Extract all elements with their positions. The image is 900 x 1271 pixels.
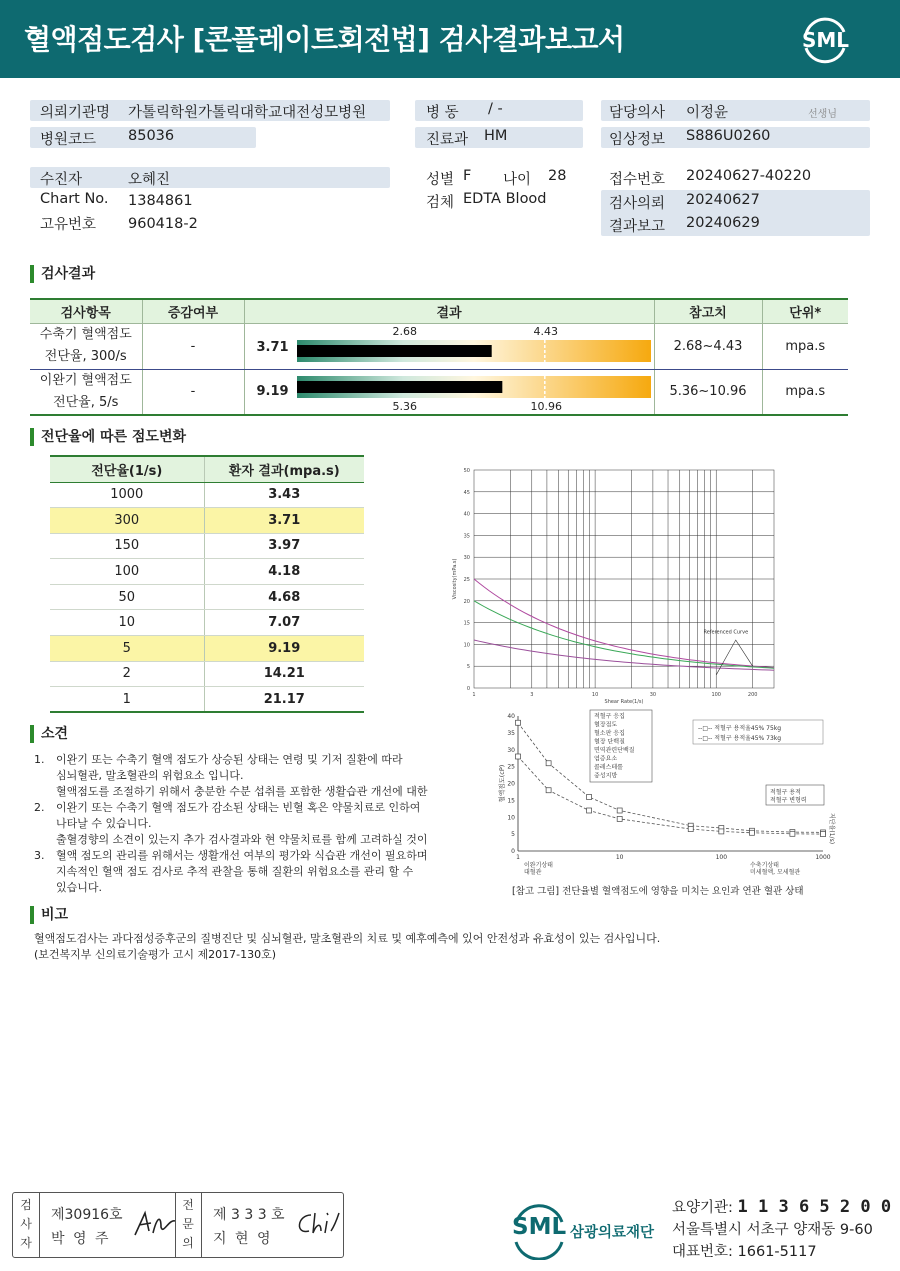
- shear-row: [50, 661, 364, 687]
- item-line2: 전단율, 300/s: [44, 349, 127, 364]
- note-text: 심뇌혈관, 말초혈관의 위험요소 입니다.: [56, 769, 244, 782]
- doctor-label: 담당의사: [609, 105, 666, 121]
- gauge-fill: [297, 381, 502, 393]
- chart2-factor: 혈소판 응집: [594, 730, 625, 737]
- chart1-xtick: 3: [530, 692, 534, 698]
- chart1-ytick: 30: [463, 555, 470, 562]
- results-header-unit: 단위*: [762, 299, 848, 323]
- note-number: 2.: [34, 801, 45, 814]
- shear-section-title: 전단율에 따른 점도변화: [30, 428, 186, 446]
- report-value: 20240629: [686, 215, 760, 231]
- shear-value: 3.43: [204, 482, 364, 508]
- chart2-point: [688, 827, 693, 832]
- chart2-point: [546, 788, 551, 793]
- remarks-section-title: 비고: [30, 906, 68, 924]
- chart2-xtick: 1000: [815, 854, 831, 861]
- report-label: 결과보고: [609, 219, 666, 235]
- chart1-xtick: 100: [711, 692, 721, 698]
- results-header-item: 검사항목: [30, 299, 142, 323]
- result-gauge-cell: [244, 369, 654, 415]
- results-row-diastolic: [30, 369, 848, 415]
- note-text: 혈액 점도의 관리를 위해서는 생활개선 여부의 평가와 식습관 개선이 필요하며: [56, 849, 428, 862]
- note-text: 이완기 또는 수축기 혈액 점도가 상승된 상태는 연령 및 기저 질환에 따라: [56, 753, 403, 766]
- gauge-bar: [297, 340, 651, 362]
- specialist-label: [179, 1196, 197, 1253]
- result-gauge: [297, 376, 651, 398]
- chart2-ytick: 10: [507, 814, 515, 822]
- patient-value: 오혜진: [128, 172, 171, 188]
- chart1-xlabel: Shear Rate(1/s): [604, 699, 644, 705]
- chart2-right-label: 저단율(1/s): [828, 813, 835, 845]
- report-header: [0, 0, 900, 78]
- inspector-signature-icon: [131, 1207, 179, 1241]
- note-text: 나타날 수 있습니다.: [56, 817, 152, 830]
- note-text: 혈액점도를 조절하기 위해서 충분한 수분 섭취를 포함한 생활습관 개선에 대한: [56, 785, 428, 798]
- chart2-legend-item: --□-- 적혈구 용적율45% 75kg: [698, 725, 782, 732]
- note-line: [34, 800, 464, 816]
- gauge-ref-low: 5.36: [392, 399, 417, 413]
- company-name: 삼광의료재단: [570, 1225, 655, 1241]
- specialist-label-char: 의: [182, 1236, 194, 1250]
- ward-value: / -: [488, 101, 503, 117]
- chart1-xtick: 200: [747, 692, 758, 698]
- item-line1: 이완기 혈액점도: [39, 372, 132, 388]
- chart2-factor2: 적혈구 변형력: [770, 797, 807, 804]
- dept-label: 진료과: [426, 132, 469, 148]
- id-value: 960418-2: [128, 216, 198, 232]
- specialist-label-char: 문: [182, 1217, 194, 1231]
- item-line2: 전단율, 5/s: [53, 394, 119, 410]
- note-line: [34, 848, 464, 864]
- item-line1: 수축기 혈액점도: [39, 327, 132, 342]
- gauge-ref-low: 2.68: [392, 324, 417, 338]
- results-header-row: [30, 299, 848, 323]
- viscosity-reference-chart: [446, 462, 796, 712]
- chart2-point: [719, 829, 724, 834]
- shear-row: [50, 610, 364, 636]
- note-line: [34, 864, 464, 880]
- chart2-legend-item: --□-- 적혈구 용적율45% 73kg: [698, 735, 782, 742]
- receipt-value: 20240627-40220: [686, 168, 812, 184]
- shear-header-value: 환자 결과(mpa.s): [204, 456, 364, 482]
- shear-value: 4.18: [204, 559, 364, 585]
- ref-cell: 5.36~10.96: [654, 369, 762, 415]
- ref-cell: 2.68~4.43: [654, 323, 762, 369]
- note-text: 지속적인 혈액 점도 검사로 추적 관찰을 통해 질환의 위험요소를 관리 할 수: [56, 865, 414, 878]
- shear-table: [50, 455, 364, 713]
- chart2-ytick: 0: [511, 848, 515, 855]
- inspector-label-char: 검: [20, 1198, 32, 1212]
- chart2-factor: 적혈구 응집: [594, 713, 625, 720]
- chart1-ytick: 5: [466, 664, 470, 671]
- note-line: [34, 784, 464, 800]
- shear-rate: 1000: [50, 482, 204, 508]
- note-text: 이완기 또는 수축기 혈액 점도가 감소된 상태는 빈혈 혹은 약물치료로 인하여: [56, 801, 421, 814]
- shear-rate: 5: [50, 636, 204, 662]
- signature-box: [12, 1192, 344, 1258]
- chart1-ytick: 15: [463, 620, 470, 627]
- shear-rate: 2: [50, 661, 204, 687]
- result-gauge-cell: [244, 323, 654, 369]
- inspector-label: [17, 1196, 35, 1253]
- phone-label: 대표번호:: [672, 1244, 733, 1260]
- chart1-ytick: 45: [463, 489, 470, 496]
- shear-value: 14.21: [204, 661, 364, 687]
- chart1-xtick: 30: [649, 692, 657, 698]
- shear-row: [50, 636, 364, 662]
- chart2-point: [821, 832, 826, 837]
- chart2-ytick: 30: [507, 746, 515, 754]
- chart2-xright-label: 미세혈액, 모세혈관: [750, 869, 801, 876]
- clinical-value: S886U0260: [686, 128, 771, 144]
- id-label: 고유번호: [40, 217, 97, 233]
- note-line: [34, 816, 464, 832]
- change-cell: -: [142, 323, 244, 369]
- note-number: 3.: [34, 849, 45, 862]
- note-number: [34, 768, 56, 784]
- chart2-ytick: 40: [507, 713, 515, 720]
- chart2-caption: [참고 그림] 전단율별 혈액점도에 영향을 미치는 요인과 연관 혈관 상태: [512, 886, 804, 897]
- clinical-label: 임상정보: [609, 132, 666, 148]
- specimen-value: EDTA Blood: [463, 191, 547, 207]
- sml-logo: [798, 14, 852, 64]
- shear-value: 3.71: [204, 508, 364, 534]
- institution-value: 가톨릭학원가톨릭대학교대전성모병원: [128, 105, 367, 121]
- factor-reference-chart: [498, 708, 838, 903]
- results-row-systolic: [30, 323, 848, 369]
- chart1-ytick: 20: [463, 598, 470, 605]
- gauge-bar: [297, 376, 651, 398]
- chart2-xleft-label: 대혈관: [524, 869, 542, 876]
- chart1-ytick: 10: [463, 642, 470, 649]
- shear-row: [50, 533, 364, 559]
- chart2-factor2: 적혈구 용적: [770, 789, 801, 796]
- chart2-xtick: 1: [516, 854, 520, 861]
- result-value: 3.71: [256, 339, 289, 355]
- inspector-number: 제30916호: [51, 1207, 123, 1223]
- unit-cell: mpa.s: [762, 369, 848, 415]
- remarks-line1: 혈액점도검사는 과다점성증후군의 질병진단 및 심뇌혈관, 말초혈관의 치료 및 예후예측에 있어 안전성과 유효성이 있는 검사입니다.: [34, 932, 661, 945]
- note-number: [34, 832, 56, 848]
- gauge-ref-high: 10.96: [530, 399, 562, 413]
- shear-rate: 150: [50, 533, 204, 559]
- shear-row: [50, 559, 364, 585]
- chart1-xtick: 10: [591, 692, 599, 698]
- shear-value: 9.19: [204, 636, 364, 662]
- hospital-code-label: 병원코드: [40, 132, 97, 148]
- note-line: [34, 880, 464, 896]
- note-line: [34, 752, 464, 768]
- gauge-fill: [297, 345, 492, 357]
- note-number: 1.: [34, 753, 45, 766]
- chart2-point: [749, 830, 754, 835]
- note-line: [34, 768, 464, 784]
- chart2-point: [587, 795, 592, 800]
- chart2-factor: 염증요소: [594, 755, 618, 763]
- chart2-point: [516, 754, 521, 759]
- specialist-label-char: 전: [182, 1198, 194, 1212]
- shear-value: 4.68: [204, 584, 364, 610]
- chart2-xtick: 10: [615, 854, 624, 861]
- request-label: 검사의뢰: [609, 196, 666, 212]
- chart2-point: [546, 761, 551, 766]
- shear-value: 3.97: [204, 533, 364, 559]
- shear-rate: 50: [50, 584, 204, 610]
- shear-rate: 300: [50, 508, 204, 534]
- shear-header-rate: 전단율(1/s): [50, 456, 204, 482]
- dept-value: HM: [484, 128, 508, 144]
- shear-row: [50, 508, 364, 534]
- notes-section-title: 소견: [30, 725, 68, 743]
- note-number: [34, 864, 56, 880]
- chart2-factor: 혈장점도: [594, 721, 618, 729]
- shear-row: [50, 687, 364, 713]
- shear-rate: 10: [50, 610, 204, 636]
- divider: [175, 1193, 176, 1257]
- doctor-suffix: 선생님: [808, 109, 837, 120]
- note-line: [34, 832, 464, 848]
- shear-rate: 1: [50, 687, 204, 713]
- receipt-label: 접수번호: [609, 172, 666, 188]
- shear-header-row: [50, 456, 364, 482]
- item-cell: [30, 323, 142, 369]
- results-section-title: 검사결과: [30, 265, 95, 283]
- institution-label: 의뢰기관명: [40, 105, 111, 121]
- chart2-factor: 중성지방: [594, 772, 618, 780]
- note-text: 출혈경향의 소견이 있는지 추가 검사결과와 현 약물치료를 함께 고려하실 것이: [56, 833, 428, 846]
- ward-label: 병 동: [426, 105, 459, 121]
- chart2-ytick: 15: [507, 797, 515, 805]
- doctor-value: 이정윤: [686, 105, 729, 121]
- note-number: [34, 816, 56, 832]
- sex-value: F: [463, 168, 472, 184]
- notes-list: [34, 752, 464, 896]
- inspector-label-char: 자: [20, 1236, 32, 1250]
- care-number: 1 1 3 6 5 2 0 0: [737, 1197, 892, 1217]
- specialist-signature-icon: [293, 1209, 341, 1239]
- chart2-point: [587, 808, 592, 813]
- age-value: 28: [548, 168, 567, 184]
- hospital-code-value: 85036: [128, 128, 175, 144]
- chart2-xleft-label: 이완기상태: [524, 862, 553, 869]
- inspector-name: 박 영 주: [51, 1231, 111, 1247]
- patient-label: 수진자: [40, 172, 83, 188]
- specialist-number: 제 3 3 3 호: [213, 1207, 285, 1223]
- chart2-point: [516, 720, 521, 725]
- chart1-ytick: 25: [463, 577, 470, 583]
- chart2-ytick: 35: [507, 729, 515, 737]
- chart2-ylabel: 혈액점도(cP): [498, 764, 506, 803]
- chart2-factor: 혈장 단백질: [594, 738, 625, 746]
- result-gauge: [297, 340, 651, 362]
- chart2-factor: 면역관련단백질: [594, 747, 635, 754]
- sml-logo-text: SML: [802, 28, 850, 52]
- chart1-xtick: 1: [472, 692, 476, 698]
- request-value: 20240627: [686, 192, 760, 208]
- chart1-ytick: 35: [463, 533, 470, 540]
- chart1-annotation: Referenced Curve: [703, 629, 749, 636]
- chart2-point: [617, 808, 622, 813]
- divider: [39, 1193, 40, 1257]
- care-label: 요양기관:: [672, 1200, 733, 1216]
- note-number: [34, 784, 56, 800]
- chart2-point: [790, 831, 795, 836]
- item-cell: [30, 369, 142, 415]
- chart1-ytick: 40: [463, 511, 470, 518]
- sml-footer-logo-text: SML: [512, 1214, 567, 1240]
- chart-value: 1384861: [128, 193, 193, 209]
- chart1-ytick: 50: [463, 468, 470, 474]
- shear-rate: 100: [50, 559, 204, 585]
- specimen-label: 검체: [426, 195, 455, 211]
- age-label: 나이: [503, 172, 532, 188]
- chart2-ytick: 20: [507, 780, 515, 788]
- phone-number: 1661-5117: [737, 1244, 817, 1260]
- report-title: 혈액점도검사 [콘플레이트회전법] 검사결과보고서: [24, 23, 625, 56]
- chart-label: Chart No.: [40, 191, 109, 207]
- chart2-xright-label: 수축기상태: [750, 862, 779, 869]
- shear-value: 7.07: [204, 610, 364, 636]
- result-value: 9.19: [256, 383, 289, 399]
- results-header-ref: 참고치: [654, 299, 762, 323]
- chart1-ytick: 0: [466, 686, 470, 692]
- sex-label: 성별: [426, 172, 455, 188]
- divider: [201, 1193, 202, 1257]
- shear-value: 21.17: [204, 687, 364, 713]
- remarks-text: [34, 931, 874, 963]
- patient-bg: [30, 167, 390, 188]
- change-cell: -: [142, 369, 244, 415]
- company-info: [672, 1196, 891, 1263]
- note-text: 있습니다.: [56, 881, 103, 894]
- shear-row: [50, 482, 364, 508]
- chart2-xtick: 100: [715, 854, 728, 861]
- chart2-factor: 콜레스테롤: [594, 764, 623, 771]
- company-address: 서울특별시 서초구 양재동 9-60: [672, 1222, 873, 1238]
- chart2-ytick: 25: [507, 763, 515, 771]
- specialist-name: 지 현 영: [213, 1231, 273, 1247]
- chart2-ytick: 5: [511, 831, 515, 839]
- chart1-ylabel: Viscosity(mPa.s): [452, 558, 458, 600]
- remarks-line2: (보건복지부 신의료기술평가 고시 제2017-130호): [34, 948, 277, 961]
- gauge-ref-high: 4.43: [533, 324, 558, 338]
- chart2-point: [617, 816, 622, 821]
- inspector-label-char: 사: [20, 1217, 32, 1231]
- chart1-grid: [474, 470, 774, 688]
- results-table: [30, 298, 848, 416]
- results-header-change: 증감여부: [142, 299, 244, 323]
- note-number: [34, 880, 56, 896]
- shear-row: [50, 584, 364, 610]
- results-header-result: 결과: [244, 299, 654, 323]
- unit-cell: mpa.s: [762, 323, 848, 369]
